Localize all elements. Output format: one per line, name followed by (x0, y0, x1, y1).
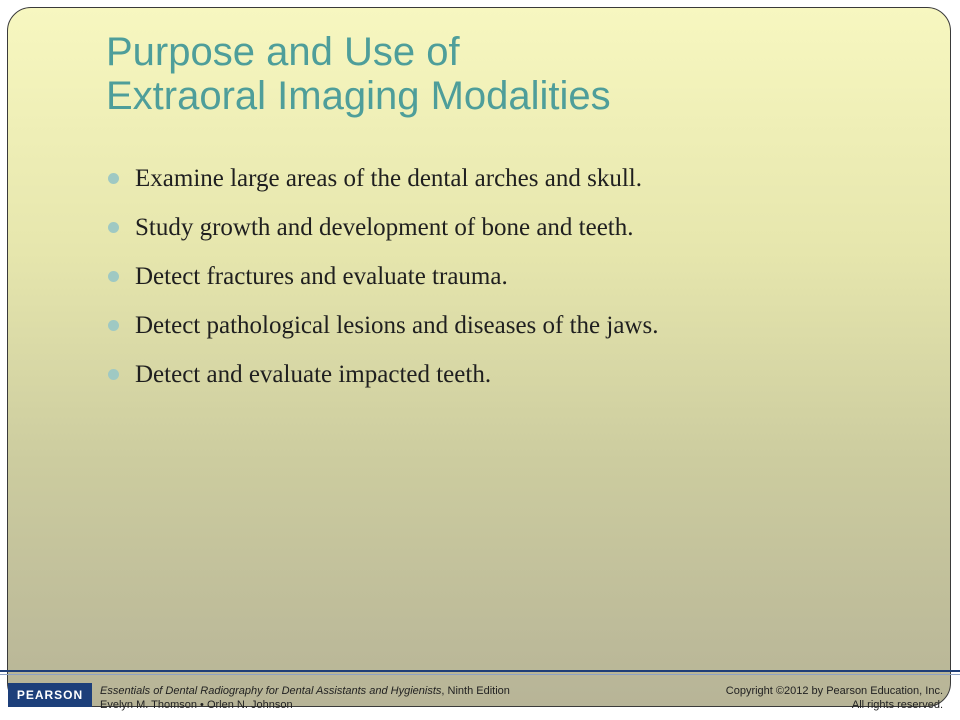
bullet-item (106, 258, 658, 307)
bullet-item (106, 209, 658, 258)
bullet-dot-icon (108, 369, 119, 380)
footer-divider (0, 670, 960, 672)
bullet-text: Detect and evaluate impacted teeth. (135, 361, 492, 388)
footer-book-info (100, 684, 510, 712)
bullet-item (106, 160, 658, 209)
bullet-text: Study growth and development of bone and teeth. (135, 214, 634, 241)
footer-copyright-block (726, 684, 943, 712)
bullet-list (106, 160, 658, 405)
pearson-logo: PEARSON (8, 683, 92, 707)
bullet-dot-icon (108, 320, 119, 331)
footer-book-line (100, 684, 510, 698)
footer-authors: Evelyn M. Thomson • Orlen N. Johnson (100, 699, 293, 711)
footer-edition: , Ninth Edition (441, 685, 510, 697)
slide-title-line-1: Purpose and Use of (106, 30, 460, 74)
bullet-item (106, 307, 658, 356)
bullet-item (106, 356, 658, 405)
footer-book-title: Essentials of Dental Radiography for Dental Assistants and Hygienists (100, 685, 442, 697)
slide-title (106, 30, 611, 118)
bullet-text: Detect pathological lesions and diseases of the jaws. (135, 312, 659, 339)
footer-rights: All rights reserved. (851, 699, 943, 711)
slide-title-line-2: Extraoral Imaging Modalities (106, 74, 611, 118)
bullet-dot-icon (108, 173, 119, 184)
bullet-text: Detect fractures and evaluate trauma. (135, 263, 508, 290)
footer-divider-thin (0, 674, 960, 675)
footer-copyright: Copyright ©2012 by Pearson Education, Inc. (725, 685, 943, 697)
bullet-dot-icon (108, 222, 119, 233)
bullet-text: Examine large areas of the dental arches and skull. (135, 165, 642, 192)
bullet-dot-icon (108, 271, 119, 282)
